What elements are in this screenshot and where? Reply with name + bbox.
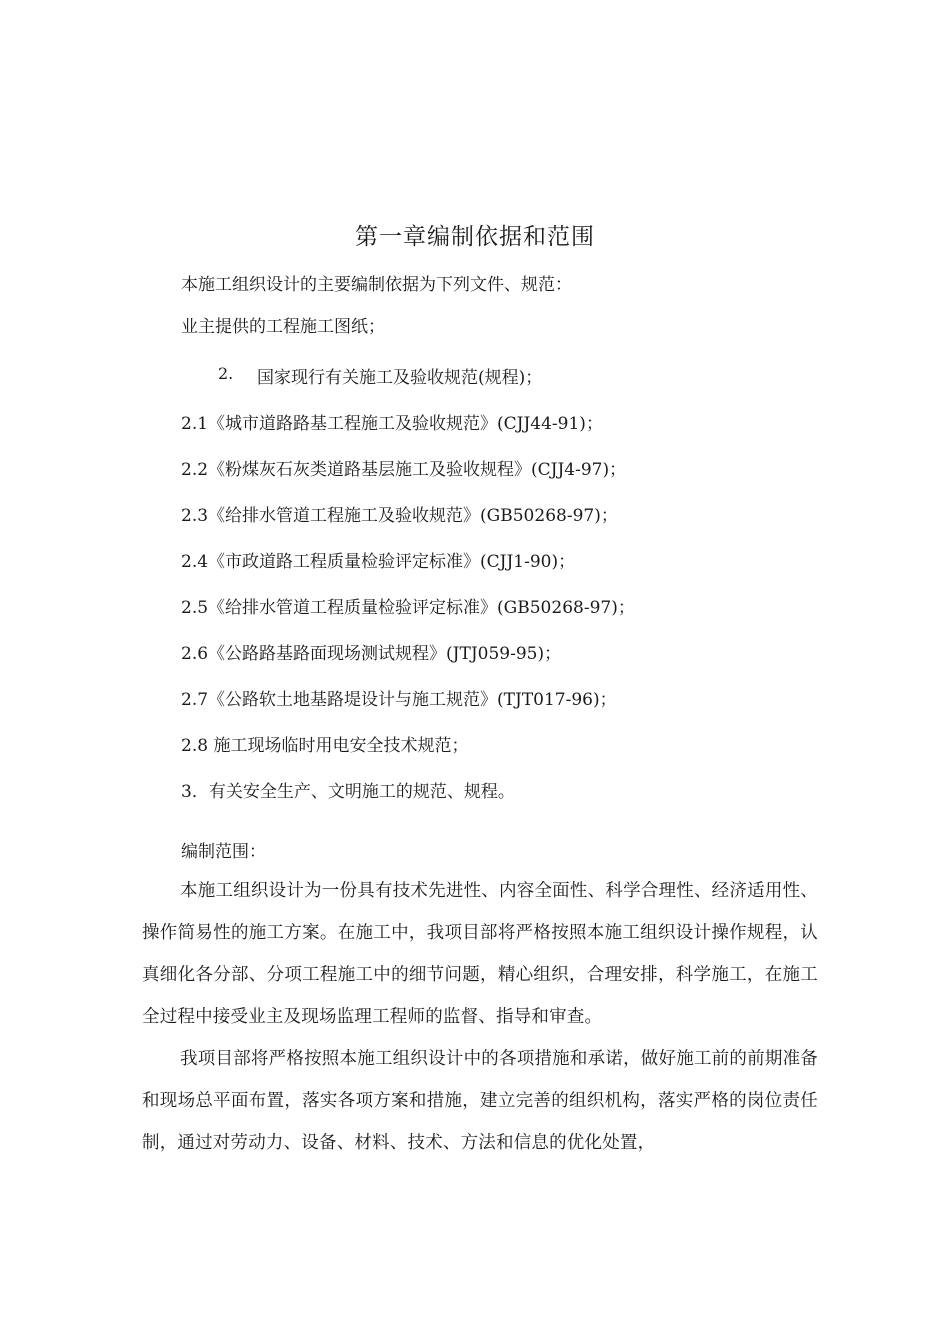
sub-item-2-5: 2.5《给排水管道工程质量检验评定标准》(GB50268-97)； — [181, 598, 635, 618]
sub-item-2-6: 2.6《公路路基路面现场测试规程》(JTJ059-95)； — [181, 644, 562, 664]
basis-intro: 本施工组织设计的主要编制依据为下列文件、规范： — [181, 275, 572, 295]
basis-item-1: 业主提供的工程施工图纸； — [181, 317, 385, 337]
scope-paragraph-2-text: 我项目部将严格按照本施工组织设计中的各项措施和承诺，做好施工前的前期准备和现场总平面布置，落实各项方案和措施，建立完善的组织机构，落实严格的岗位责任制，通过对劳动力、设备、材料、技术、方法和信息的优化处置， — [142, 1049, 818, 1153]
basis-item-2-number: 2. — [218, 364, 234, 383]
basis-item-3: 3．有关安全生产、文明施工的规范、规程。 — [181, 782, 515, 802]
sub-item-2-7: 2.7《公路软土地基路堤设计与施工规范》(TJT017-96)； — [181, 690, 617, 710]
sub-item-2-8: 2.8 施工现场临时用电安全技术规范； — [181, 736, 469, 756]
sub-item-2-1: 2.1《城市道路路基工程施工及验收规范》(CJJ44-91)； — [181, 414, 603, 434]
sub-item-2-4: 2.4《市政道路工程质量检验评定标准》(CJJ1-90)； — [181, 552, 576, 572]
sub-item-2-3: 2.3《给排水管道工程施工及验收规范》(GB50268-97)； — [181, 506, 618, 526]
scope-paragraph-1-text: 本施工组织设计为一份具有技术先进性、内容全面性、科学合理性、经济适用性、操作简易性的施工方案。在施工中，我项目部将严格按照本施工组织设计操作规程，认真细化各分部、分项工程施工中的细节问题，精心组织，合理安排，科学施工，在施工全过程中接受业主及现场监理工程师的监督、指导和审查。 — [142, 881, 818, 1027]
scope-paragraph-2 — [142, 1038, 818, 1164]
basis-item-2-text: 国家现行有关施工及验收规范(规程)； — [257, 368, 543, 388]
sub-item-2-2: 2.2《粉煤灰石灰类道路基层施工及验收规程》(CJJ4-97)； — [181, 460, 627, 480]
scope-paragraph-1 — [142, 870, 818, 1038]
scope-heading: 编制范围： — [181, 842, 266, 862]
chapter-title: 第一章编制依据和范围 — [355, 224, 595, 250]
